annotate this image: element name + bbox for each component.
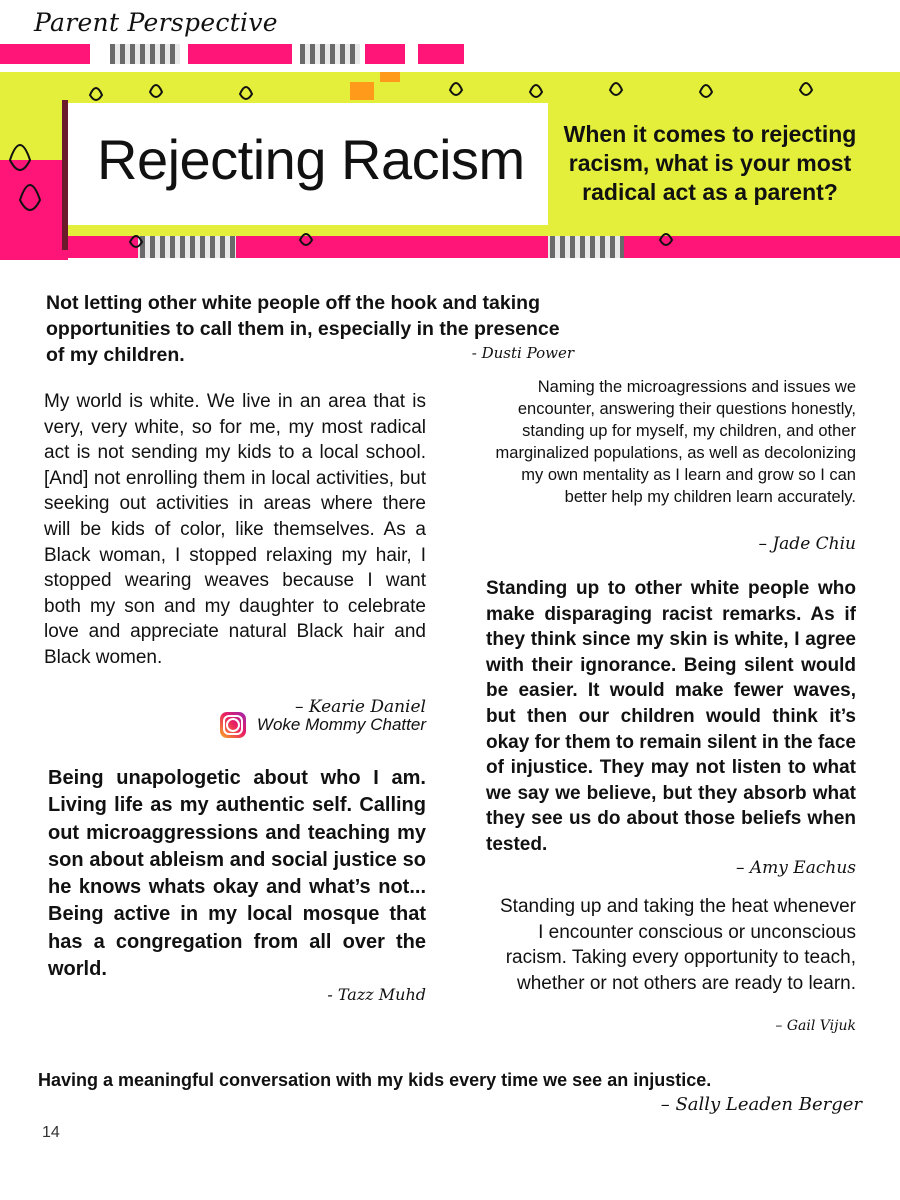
section-label: Parent Perspective bbox=[34, 8, 278, 37]
question: When it comes to rejecting racism, what is your most radical act as a parent? bbox=[563, 121, 857, 205]
quote-author: - Tazz Muhd bbox=[327, 985, 426, 1004]
page-title: Rejecting Racism bbox=[97, 128, 525, 191]
social-handle-row bbox=[200, 712, 426, 738]
quote-text: Having a meaningful conversation with my kids every time we see an injustice. bbox=[38, 1070, 712, 1090]
page-number: 14 bbox=[42, 1124, 60, 1141]
quote-text: Not letting other white people off the hook and taking opportunities to call them in, especially in the presence of my children. bbox=[46, 292, 560, 366]
social-handle: Woke Mommy Chatter bbox=[256, 715, 426, 734]
quote-author: – Amy Eachus bbox=[736, 858, 856, 878]
quote-text: My world is white. We live in an area that is very, very white, so for me, my most radical act is not sending my kids to a local school. [And] not enrolling them in local activities, but seeking out activities in areas where there will be kids of color, like themselves. As a Black woman, I stopped relaxing my hair, I stopped wearing weaves because I want both my son and my daughter to celebrate love and appreciate natural Black hair and Black women. bbox=[44, 391, 426, 668]
instagram-icon bbox=[220, 712, 246, 738]
quote-text: Standing up and taking the heat whenever I encounter conscious or unconscious racism. Taking every opportunity to teach, whether or not others are ready to learn. bbox=[500, 896, 856, 994]
quote-text: Naming the microagressions and issues we encounter, answering their questions honestly, standing up for myself, my children, and other marginalized populations, as well as decolonizing my own mentality as I learn and grow so I can better help my children learn accurately. bbox=[495, 378, 856, 506]
quote-text: Being unapologetic about who I am. Living life as my authentic self. Calling out microaggressions and teaching my son about ableism and social justice so he knows whats okay and what’s not... Being active in my local mosque that has a congregation from all over the world. bbox=[48, 767, 426, 981]
quote-author: – Jade Chiu bbox=[758, 534, 856, 554]
quote-text: Standing up to other white people who make disparaging racist remarks. As if they think since my skin is white, I agree with their ignorance. Being silent would be easier. It would make fewer waves, but then our children would think it’s okay for them to remain silent in the face of injustice. They may not listen to what we say we believe, but they absorb what they see us do about those beliefs when tested. bbox=[486, 578, 856, 855]
quote-author: – Sally Leaden Berger bbox=[660, 1094, 862, 1115]
quote-author: – Gail Vijuk bbox=[775, 1018, 856, 1034]
quote-author: - Dusti Power bbox=[471, 344, 574, 362]
quote-author: – Kearie Daniel bbox=[294, 697, 426, 717]
